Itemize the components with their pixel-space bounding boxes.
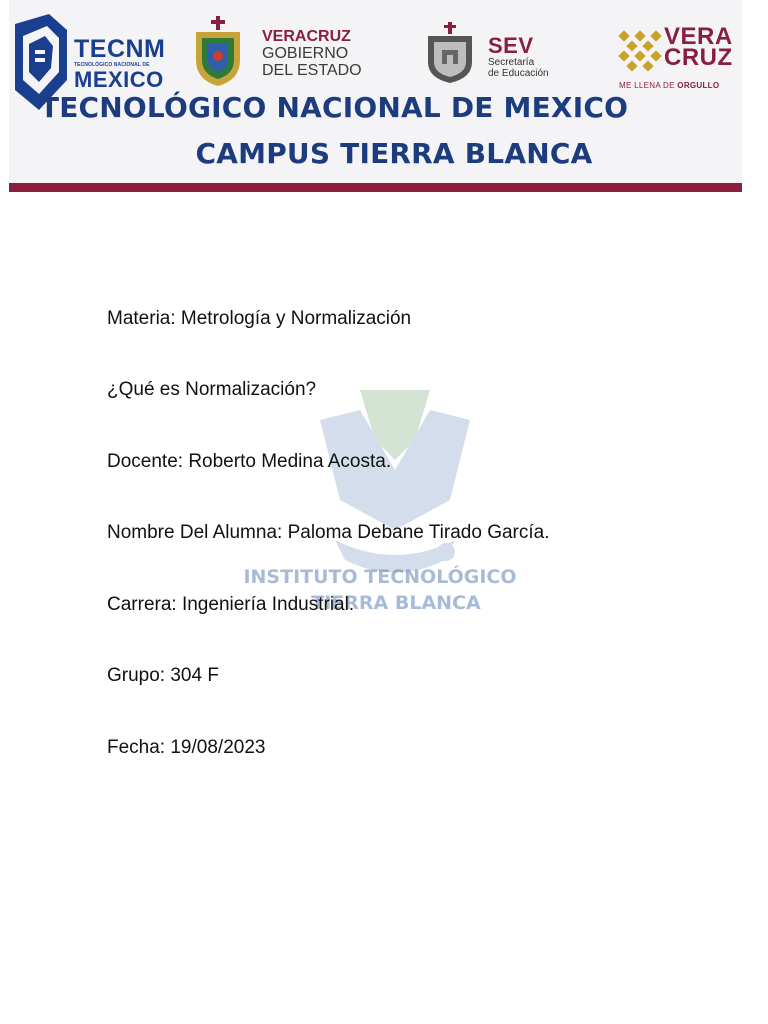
- veracruz-brand-wordmark: [664, 23, 733, 71]
- tecnm-subtitle: TECNOLÓGICO NACIONAL DE: [74, 62, 150, 68]
- sev-line1: Secretaría: [488, 57, 535, 68]
- veracruz-slogan: [619, 81, 719, 90]
- field-fecha: Fecha: 19/08/2023: [107, 737, 266, 758]
- slogan-prefix: ME LLENA DE: [619, 81, 678, 90]
- campus-title: CAMPUS TIERRA BLANCA: [195, 137, 593, 170]
- field-docente: Docente: Roberto Medina Acosta.: [107, 451, 392, 472]
- slogan-emphasis: ORGULLO: [677, 81, 720, 90]
- tecnm-country: MEXICO: [74, 67, 164, 92]
- field-tema: ¿Qué es Normalización?: [107, 379, 317, 400]
- veracruz-line2: GOBIERNO: [262, 45, 349, 62]
- veracruz-gobierno-wordmark: [262, 28, 362, 79]
- veracruz-line1: VERACRUZ: [262, 28, 351, 45]
- veracruz-line3: DEL ESTADO: [262, 62, 362, 79]
- sev-acronym: SEV: [488, 33, 534, 58]
- vera-line2: CRUZ: [664, 44, 733, 71]
- sev-wordmark: [488, 35, 549, 79]
- sev-seal-icon: [424, 22, 476, 84]
- field-carrera: Carrera: Ingeniería Industrial.: [107, 594, 355, 615]
- field-alumna: Nombre Del Alumna: Paloma Debane Tirado García.: [107, 522, 550, 543]
- tecnm-name: TECNM: [74, 35, 166, 63]
- header-divider: [9, 183, 742, 192]
- field-materia: Materia: Metrología y Normalización: [107, 308, 412, 329]
- institution-title: TECNOLÓGICO NACIONAL DE MEXICO: [39, 91, 629, 124]
- veracruz-pattern-icon: [618, 30, 662, 74]
- watermark-line1: INSTITUTO TECNOLÓGICO: [243, 566, 517, 588]
- watermark-line2: TIERRA BLANCA: [311, 592, 481, 614]
- sev-line2: de Educación: [488, 68, 549, 79]
- veracruz-seal-icon: [190, 16, 246, 88]
- vera-line1: VERA: [664, 23, 733, 50]
- field-grupo: Grupo: 304 F: [107, 665, 219, 686]
- tecnm-wordmark: [74, 36, 174, 91]
